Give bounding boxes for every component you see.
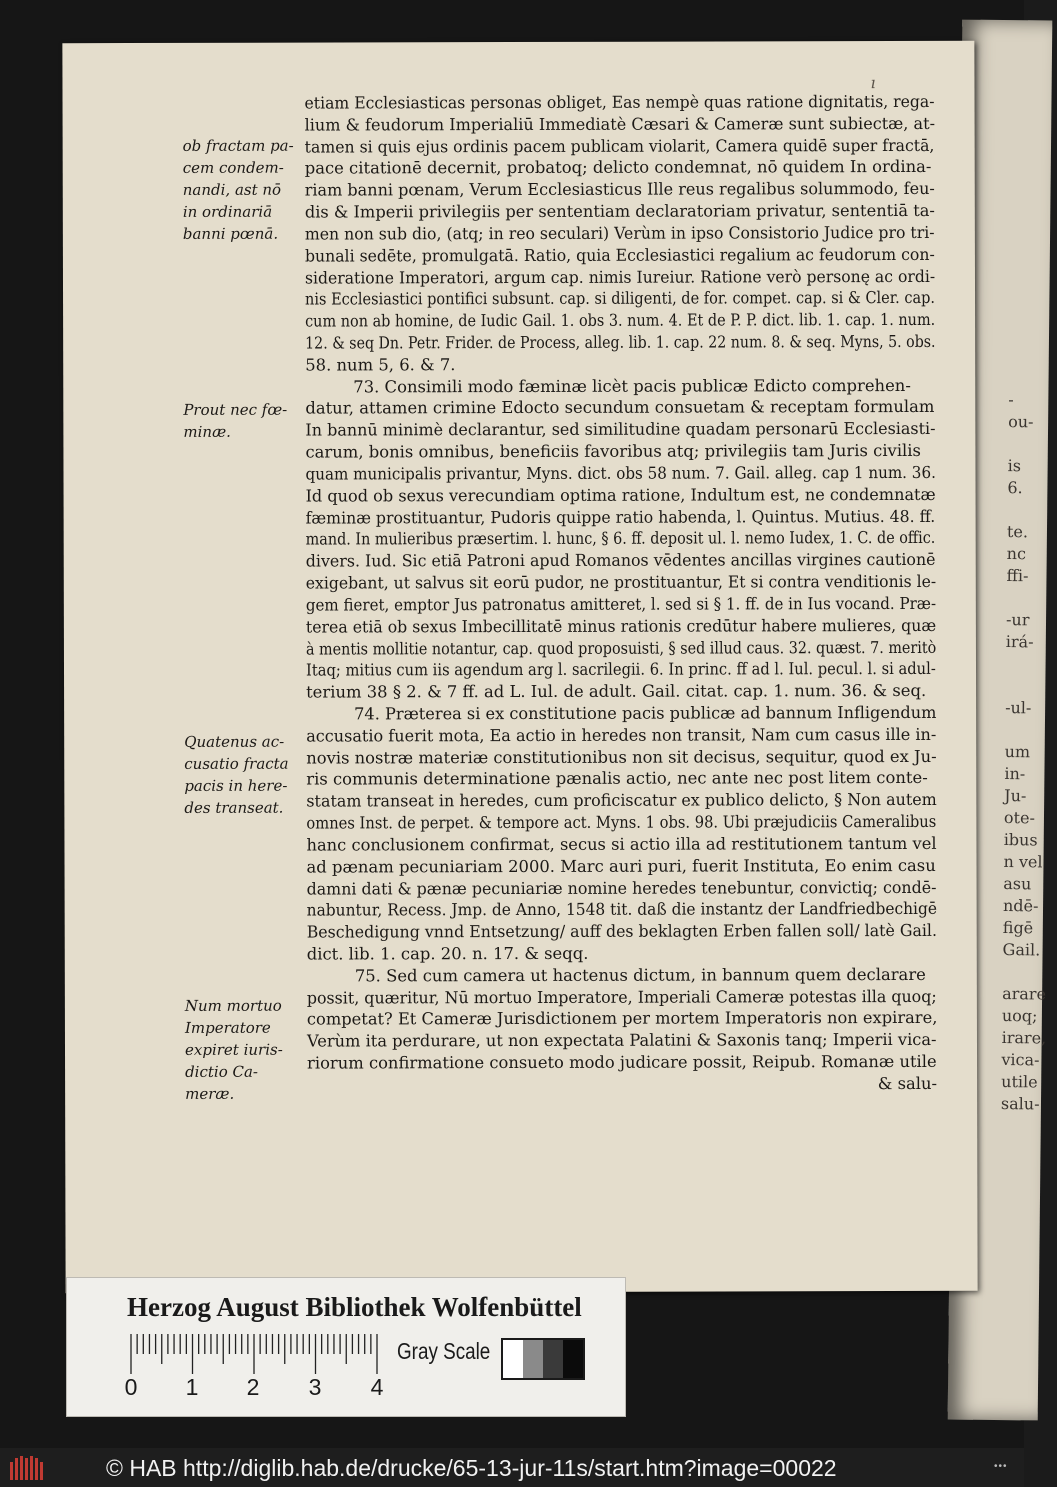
text-line: bunali sedēte, promulgatā. Ratio, quia Ecclesiastici regalium ac feudorum con- — [304, 244, 935, 266]
scale-number-2: 2 — [246, 1374, 260, 1400]
facing-page-fragment: -ul- — [1005, 698, 1032, 718]
scale-number-1: 1 — [185, 1374, 199, 1400]
copyright-url[interactable]: © HAB http://diglib.hab.de/drucke/65-13-jur-11s/start.htm?image=00022 — [106, 1455, 837, 1481]
text-line: men non sub dio, (atq; in reo seculari) Verùm in ipso Consistorio Judice pro tri- — [304, 222, 935, 244]
text-line: ad pænam pecuniariam 2000. Marc auri puri, fuerit Instituta, Eo enim casu — [306, 855, 936, 877]
facing-page-fragment: figē — [1002, 918, 1034, 938]
margin-note-line: ob fractam pa- — [182, 136, 294, 155]
text-line: fæminæ prostituantur, Pudoris quippe ratio habenda, l. Quintus. Mutius. 48. ff. — [305, 506, 936, 528]
facing-page-fragment: asu — [1003, 874, 1032, 894]
text-line: riorum confirmatione consueto modo judicare possit, Reipub. Romanæ utile — [307, 1051, 937, 1073]
gray-patch — [563, 1340, 583, 1378]
margin-note-line: pacis in here- — [184, 776, 288, 795]
facing-page-fragment: n vel — [1003, 852, 1043, 872]
text-line: etiam Ecclesiasticas personas obliget, Eas nempè quas ratione dignitatis, rega- — [304, 91, 935, 113]
margin-note-line: dictio Ca- — [185, 1062, 259, 1081]
facing-page-fragment: in- — [1004, 764, 1026, 784]
gray-patch — [503, 1340, 523, 1378]
margin-note — [183, 399, 313, 443]
margin-note-line: minæ. — [183, 422, 231, 441]
viewer-footer — [0, 1448, 1024, 1487]
text-line: nabuntur, Recess. Jmp. de Anno, 1548 tit. daß die instantz der Landfriedbechigē — [306, 899, 938, 920]
margin-note-line: des transeat. — [184, 798, 284, 817]
facing-page-fragment: irare, — [1001, 1028, 1047, 1048]
margin-note-line: in ordinariā — [182, 202, 273, 221]
text-line: dict. lib. 1. cap. 20. n. 17. & seqq. — [306, 943, 589, 964]
text-line: & salu- — [877, 1073, 938, 1093]
margin-note-line: Quatenus ac- — [184, 732, 285, 751]
text-line: pace citationē decernit, probatoq; delicto condemnat, nō quidem In ordina- — [304, 157, 932, 179]
text-line: lium & feudorum Imperialiū Immediatè Cæsari & Cameræ sunt subiectæ, at- — [304, 113, 936, 135]
text-line: dis & Imperii privilegiis per sententiam declaratoriam privatur, sententiā ta- — [304, 201, 935, 222]
facing-page-fragment: ndē- — [1002, 896, 1039, 916]
text-line: statam transeat in heredes, cum proficiscatur ex publico delicto, § Non autem — [306, 790, 937, 811]
scale-number-4: 4 — [370, 1374, 384, 1400]
scale-number-3: 3 — [308, 1374, 322, 1400]
gray-patch — [543, 1340, 563, 1378]
text-line: accusatio fuerit mota, Ea actio in heredes non transit, Nam cum casus ille in- — [306, 724, 937, 746]
text-line: 74. Præterea si ex constitutione pacis publicæ ad bannum Infligendum — [354, 702, 937, 724]
text-line: gem fieret, emptor Jus patronatus amitteret, l. sed si § 1. ff. de in Ius vocand. Præ- — [305, 593, 937, 615]
margin-note-line: Imperatore — [184, 1018, 271, 1037]
text-line: quam municipalis privantur, Myns. dict. obs 58 num. 7. Gail. alleg. cap 1 num. 36. — [305, 462, 936, 484]
facing-page-fragment: -ur — [1005, 610, 1030, 630]
facing-page-fragment: arare — [1002, 984, 1047, 1004]
margin-note — [185, 995, 315, 1105]
margin-note-line: Num mortuo — [184, 996, 282, 1015]
text-line: à mentis mollitie notantur, cap. quod proposuisti, § sed illud caus. 32. quæst. 7. meritò — [305, 637, 937, 659]
text-line: novis nostræ materiæ constitutionibus non sit decisus, sequitur, quod ex Ju- — [306, 746, 937, 768]
text-line: 73. Consimili modo fæminæ licèt pacis publicæ Edicto comprehen- — [353, 375, 911, 397]
gray-scale-label: Gray Scale — [397, 1338, 491, 1364]
text-line: terea etiā ob sexus Imbecillitatē minus rationis credūtur habere mulieres, quæ — [305, 615, 937, 637]
text-line: ris communis determinatione pænalis actio, nec ante nec post litem conte- — [306, 768, 928, 789]
facing-page-fragment: is — [1007, 456, 1022, 476]
margin-note — [184, 731, 314, 819]
footer-dots: ••• — [994, 1461, 1008, 1472]
text-line: exigebant, ut salvus sit eorū pudor, ne prostituantur, Et si contra venditionis le- — [305, 571, 937, 593]
margin-note-line: nandi, ast nō — [182, 180, 282, 199]
ruler-scale — [127, 1334, 397, 1376]
text-line: 12. & seq Dn. Petr. Frider. de Process, alleg. lib. 1. cap. 22 num. 8. & seq. Myns, 5. obs. — [305, 331, 936, 353]
margin-note-line: cusatio fracta — [184, 754, 289, 773]
hab-logo-icon — [8, 1454, 48, 1482]
library-name: Herzog August Bibliothek Wolfenbüttel — [127, 1292, 582, 1322]
text-line: competat? Et Cameræ Jurisdictionem per mortem Imperatoris non expirare, — [306, 1008, 938, 1029]
text-line: Verùm ita perdurare, ut non expectata Palatini & Saxonis tanq; Imperii vica- — [306, 1030, 937, 1051]
scan-color-bar — [66, 1277, 626, 1417]
text-line: possit, quæritur, Nū mortuo Imperatore, Imperiali Cameræ potestas illa quoq; — [306, 986, 937, 1008]
gray-scale-patches — [501, 1338, 585, 1380]
facing-page-fragment: utile — [1001, 1072, 1038, 1092]
margin-note-line: expiret iuris- — [184, 1040, 283, 1059]
margin-note — [183, 135, 313, 245]
facing-page-fragment: ou- — [1008, 412, 1034, 432]
text-line: datur, attamen crimine Edocto secundum consuetam & receptam formulam — [305, 397, 935, 419]
scale-number-0: 0 — [124, 1374, 138, 1400]
text-line: mand. In mulieribus præsertim. l. hunc, § 6. ff. deposit ul. l. nemo Iudex, 1. C. de offic. — [305, 528, 936, 549]
facing-page-fragment: Gail. — [1002, 940, 1041, 960]
facing-page-fragment: uoq; — [1001, 1006, 1038, 1026]
facing-page-fragment: irá- — [1005, 632, 1034, 652]
text-line: 75. Sed cum camera ut hactenus dictum, in bannum quem declarare — [354, 964, 926, 986]
facing-page-fragment: - — [1008, 390, 1014, 410]
text-line: divers. Iud. Sic etiā Patroni apud Romanos vēdentes ancillas virgines cautionē — [305, 550, 936, 571]
text-line: damni dati & pænæ pecuniariæ nomine heredes tenebuntur, convictiq; condē- — [306, 877, 937, 899]
facing-page-fragment: ote- — [1003, 808, 1036, 828]
page-corner-mark: ı — [870, 73, 876, 93]
text-line: Itaq; mitius cum iis agendum arg l. sacrilegii. 6. In princ. ff ad l. Iul. pecul. l. si adul- — [305, 659, 936, 680]
text-line: carum, bonis omnibus, beneficiis favoribus atq; privilegiis tam Juris civilis — [305, 441, 921, 462]
facing-page-fragment: Ju- — [1004, 786, 1027, 806]
text-line: tamen si quis ejus ordinis pacem publicam violarit, Camera quidē super fractā, — [304, 135, 935, 157]
facing-page-fragment: ibus — [1003, 830, 1038, 850]
margin-note-line: meræ. — [185, 1084, 235, 1103]
text-line: cum non ab homine, de Iudic Gail. 1. obs 3. num. 4. Et de P. P. dict. lib. 1. cap. 1. num. — [305, 310, 936, 331]
text-line: terium 38 § 2. & 7 ff. ad L. Iul. de adult. Gail. citat. cap. 1. num. 36. & seq. — [306, 681, 927, 702]
margin-note-line: cem condem- — [182, 158, 284, 177]
margin-note-line: Prout nec fœ- — [183, 400, 288, 419]
text-line: Id quod ob sexus verecundiam optima ratione, Indultum est, ne condemnatæ — [305, 484, 936, 506]
text-line: omnes Inst. de perpet. & tempore act. Myns. 1 obs. 98. Ubi præjudiciis Cameralibus — [306, 811, 937, 833]
gray-patch — [523, 1340, 543, 1378]
facing-page-fragment: um — [1004, 742, 1031, 762]
text-line: sideratione Imperatori, argum cap. nimis Iureiur. Ratione verò personę ac ordi- — [304, 266, 936, 288]
facing-page-fragment: nc — [1006, 544, 1027, 564]
text-line: Beschedigung vnnd Entsetzung/ auff des beklagten Erben fallen soll/ latè Gail. — [306, 921, 937, 942]
facing-page-fragment: vica- — [1001, 1050, 1040, 1070]
text-line: In bannū minimè declarantur, sed similitudine quadam personarū Ecclesiasti- — [305, 419, 936, 440]
facing-page-fragment: te. — [1006, 522, 1029, 542]
text-line: riam banni pœnam, Verum Ecclesiasticus Ille reus regalibus solummodo, feu- — [304, 179, 935, 200]
book-page — [62, 41, 977, 1293]
facing-page-fragment: 6. — [1007, 478, 1023, 498]
text-line: nis Ecclesiastici pontifici subsunt. cap. si diligenti, de for. compet. cap. si & Cler. cap. — [305, 288, 936, 309]
margin-note-line: banni pœnā. — [182, 224, 279, 243]
text-line: hanc conclusionem confirmat, secus si actio illa ad restitutionem tantum vel — [306, 833, 937, 855]
facing-page-fragment: ffi- — [1006, 566, 1029, 586]
text-line: 58. num 5, 6. & 7. — [305, 354, 456, 375]
facing-page-fragment: salu- — [1000, 1094, 1040, 1114]
